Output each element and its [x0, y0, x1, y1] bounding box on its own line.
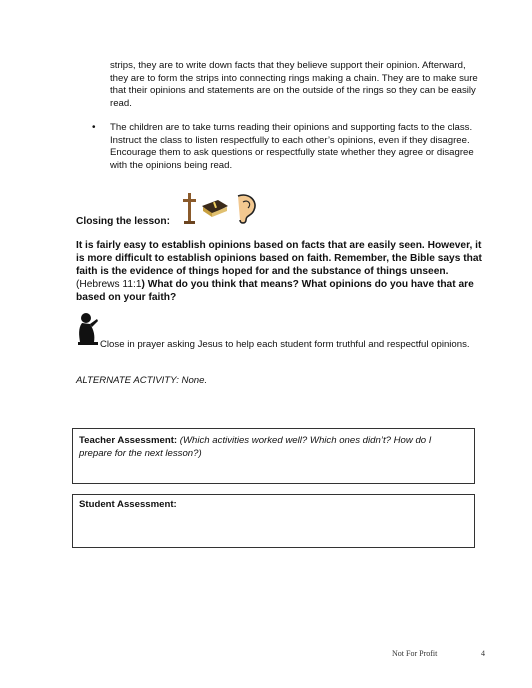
bible-icon — [202, 200, 228, 217]
bullet-marker: • — [92, 122, 96, 133]
closing-text-2: ) What do you think that means? What opinions do you have that are based on your faith? — [76, 279, 474, 303]
ear-icon — [238, 195, 255, 223]
closing-text-1: It is fairly easy to establish opinions based on facts that are easily seen. However, it is more difficult to establish opinions based on faith. Remember, the Bible says that faith is the evidence of things hoped for and the substance of things unseen. — [76, 240, 482, 277]
student-assessment-label: Student Assessment: — [79, 499, 177, 510]
teacher-assessment-label: Teacher Assessment: — [79, 435, 178, 446]
closing-label: Closing the lesson: — [76, 216, 170, 227]
closing-clipart — [180, 190, 260, 226]
teacher-assessment-box[interactable] — [72, 428, 475, 484]
teacher-assessment-prompt: (Which activities worked well? Which ones didn’t? How do I prepare for the next lesson?) — [79, 435, 432, 459]
cross-icon — [183, 193, 196, 224]
scripture-reference: (Hebrews 11:1 — [76, 279, 142, 290]
student-assessment-box[interactable] — [72, 494, 475, 548]
footer-text: Not For Profit — [392, 649, 438, 658]
continued-paragraph: strips, they are to write down facts that they believe support their opinion. Afterward, they are to form the strips into connecting rings making a chain. They are to make sure that their opinions and statements are on the outside of the rings so they can be easily read. — [110, 60, 478, 109]
alternate-activity: ALTERNATE ACTIVITY: None. — [76, 375, 208, 386]
bullet-paragraph: The children are to take turns reading their opinions and supporting facts to the class. Instruct the class to listen respectfully to each other’s opinions, even if they disagree. Encourage them to ask questions or respectfully state whether they agree or disagree with the opinions being read. — [110, 122, 474, 171]
prayer-text: Close in prayer asking Jesus to help each student form truthful and respectful opinions. — [100, 339, 470, 350]
closing-paragraph — [76, 239, 488, 304]
page-number: 4 — [481, 649, 485, 658]
